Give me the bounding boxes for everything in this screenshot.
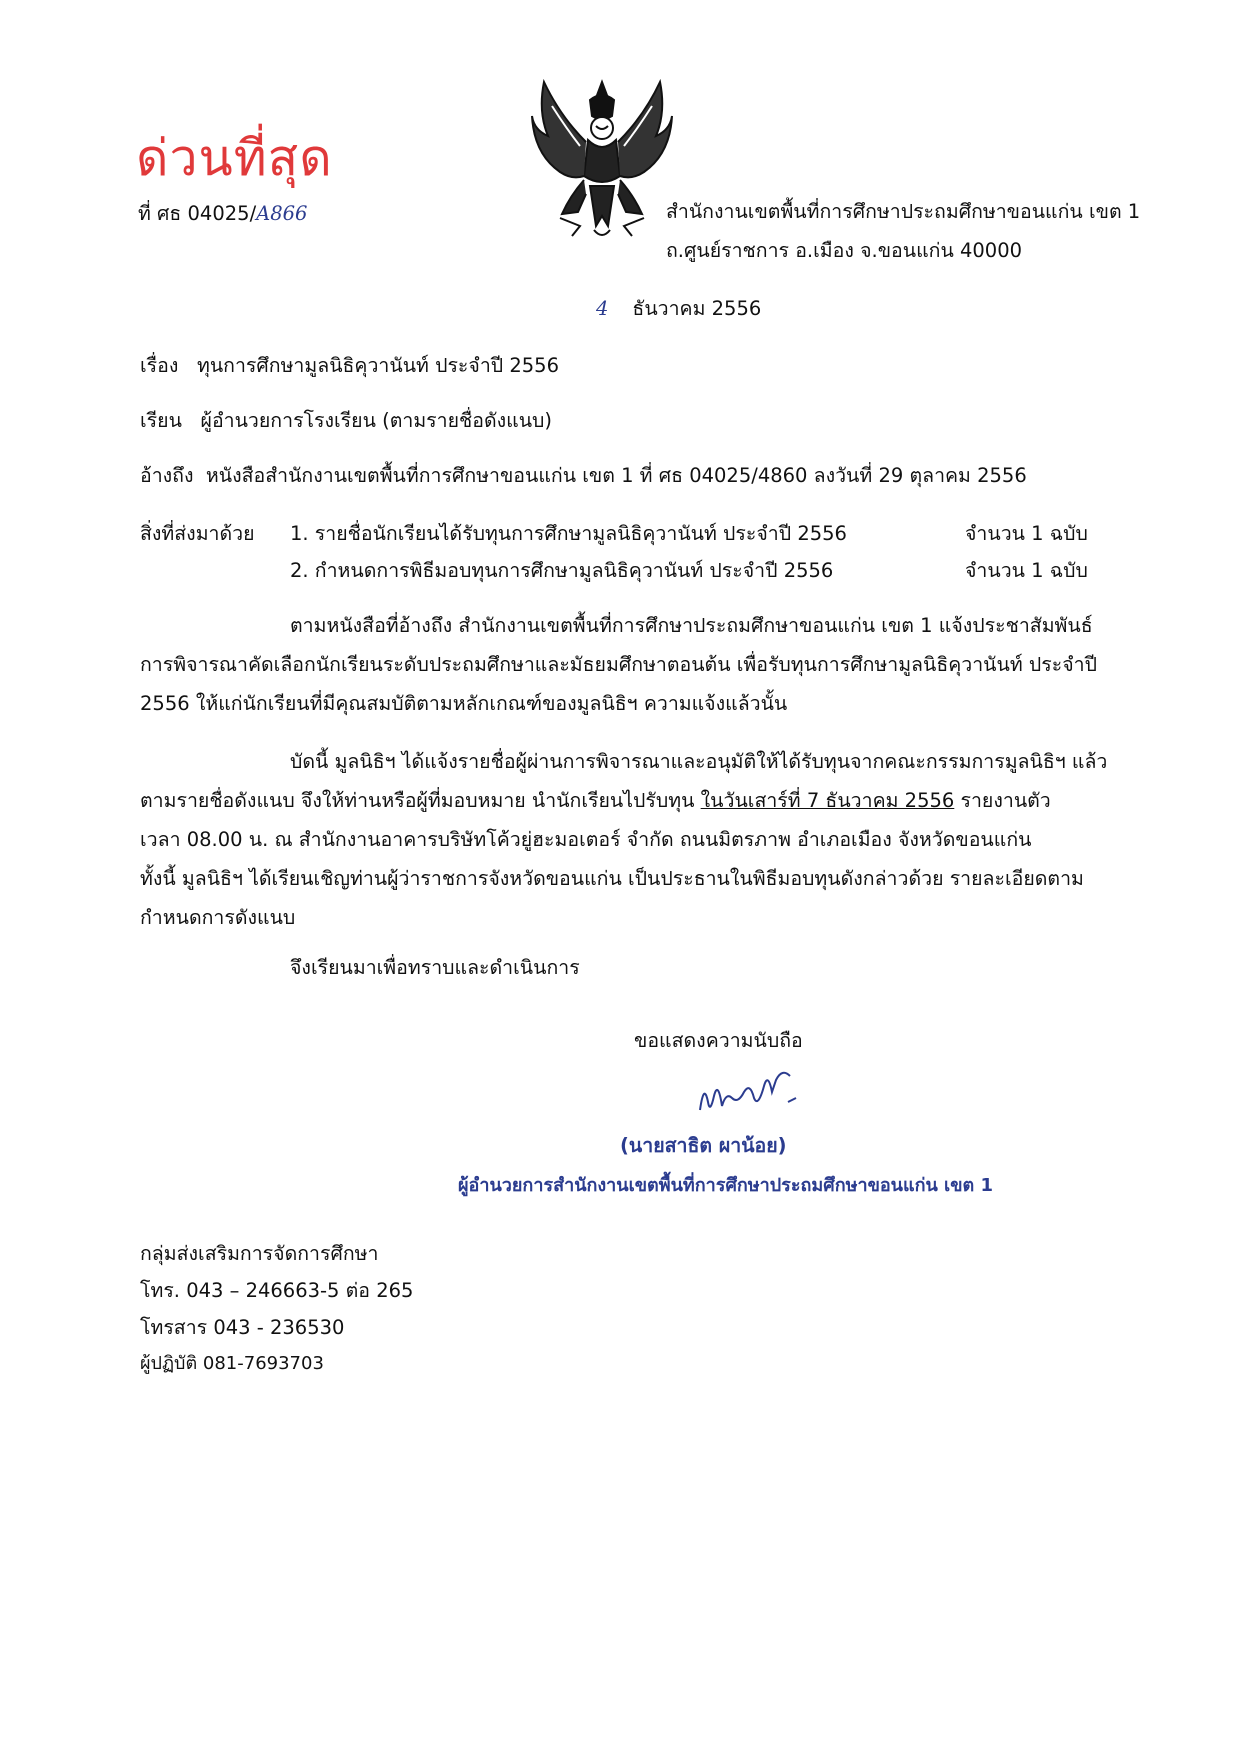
enclosure-quantity: จำนวน 1 ฉบับ [965, 559, 1088, 582]
contact-officer: ผู้ปฏิบัติ 081-7693703 [140, 1353, 324, 1374]
body-paragraph-1-line: ตามหนังสือที่อ้างถึง สำนักงานเขตพื้นที่การศึกษาประถมศึกษาขอนแก่น เขต 1 แจ้งประชาสัมพันธ์ [290, 614, 1093, 637]
date-month-year: ธันวาคม 2556 [632, 297, 762, 320]
contact-fax: โทรสาร 043 - 236530 [140, 1316, 345, 1339]
handwritten-signature-icon [692, 1062, 802, 1118]
recipient-label: เรียน [140, 409, 182, 432]
contact-phone: โทร. 043 – 246663-5 ต่อ 265 [140, 1279, 414, 1302]
enclosure-quantity: จำนวน 1 ฉบับ [965, 522, 1088, 545]
subject-text: ทุนการศึกษามูลนิธิคุวานันท์ ประจำปี 2556 [196, 354, 559, 377]
body-paragraph-1-line: 2556 ให้แก่นักเรียนที่มีคุณสมบัติตามหลักเกณฑ์ของมูลนิธิฯ ความแจ้งแล้วนั้น [140, 692, 788, 715]
body-paragraph-2-line: บัดนี้ มูลนิธิฯ ได้แจ้งรายชื่อผู้ผ่านการพิจารณาและอนุมัติให้ได้รับทุนจากคณะกรรมการมูลนิธิฯ แล้ว [290, 750, 1108, 773]
garuda-emblem-icon [530, 76, 674, 242]
body-text: ตามรายชื่อดังแนบ จึงให้ท่านหรือผู้ที่มอบหมาย นำนักเรียนไปรับทุน [140, 789, 701, 812]
signer-name: (นายสาธิต ผาน้อย) [620, 1134, 787, 1157]
contact-department: กลุ่มส่งเสริมการจัดการศึกษา [140, 1242, 379, 1265]
closing-sentence: จึงเรียนมาเพื่อทราบและดำเนินการ [290, 956, 580, 979]
enclosures-label: สิ่งที่ส่งมาด้วย [140, 522, 255, 545]
body-paragraph-2-line [140, 781, 1051, 820]
enclosure-item: 1. รายชื่อนักเรียนได้รับทุนการศึกษามูลนิธิคุวานันท์ ประจำปี 2556 [290, 522, 847, 545]
recipient-line [140, 405, 552, 436]
signer-title: ผู้อำนวยการสำนักงานเขตพื้นที่การศึกษาประถมศึกษาขอนแก่น เขต 1 [458, 1175, 993, 1196]
document-number-handwritten: A866 [256, 202, 308, 225]
reference-label: อ้างถึง [140, 464, 194, 487]
date-day-handwritten: 4 [596, 297, 609, 320]
office-name: สำนักงานเขตพื้นที่การศึกษาประถมศึกษาขอนแก่น เขต 1 [666, 200, 1141, 223]
document-number [138, 198, 307, 229]
letter-date [596, 293, 761, 324]
body-paragraph-2-line: ทั้งนี้ มูลนิธิฯ ได้เรียนเชิญท่านผู้ว่าราชการจังหวัดขอนแก่น เป็นประธานในพิธีมอบทุนดังกล่าวด้วย รายละเอียดตาม [140, 867, 1084, 890]
complimentary-close: ขอแสดงความนับถือ [634, 1029, 803, 1052]
urgency-stamp: ด่วนที่สุด [136, 129, 333, 187]
subject-label: เรื่อง [140, 354, 179, 377]
enclosure-item: 2. กำหนดการพิธีมอบทุนการศึกษามูลนิธิคุวานันท์ ประจำปี 2556 [290, 559, 834, 582]
body-paragraph-2-line: เวลา 08.00 น. ณ สำนักงานอาคารบริษัทโค้วยู่ฮะมอเตอร์ จำกัด ถนนมิตรภาพ อำเภอเมือง จังหวัดขอนแก่น [140, 828, 1032, 851]
reference-text: หนังสือสำนักงานเขตพื้นที่การศึกษาขอนแก่น เขต 1 ที่ ศธ 04025/4860 ลงวันที่ 29 ตุลาคม 2556 [205, 464, 1027, 487]
recipient-text: ผู้อำนวยการโรงเรียน (ตามรายชื่อดังแนบ) [200, 409, 553, 432]
reference-line [140, 460, 1027, 491]
ceremony-date-text: ในวันเสาร์ที่ 7 ธันวาคม 2556 [700, 789, 955, 812]
subject-line [140, 350, 559, 381]
body-text: รายงานตัว [954, 789, 1051, 812]
body-paragraph-1-line: การพิจารณาคัดเลือกนักเรียนระดับประถมศึกษาและมัธยมศึกษาตอนต้น เพื่อรับทุนการศึกษามูลนิธิคุวานันท์ ประจำปี [140, 653, 1097, 676]
office-address: ถ.ศูนย์ราชการ อ.เมือง จ.ขอนแก่น 40000 [666, 239, 1023, 262]
body-paragraph-2-line: กำหนดการดังแนบ [140, 906, 296, 929]
document-number-prefix: ที่ ศธ 04025/ [138, 202, 257, 225]
